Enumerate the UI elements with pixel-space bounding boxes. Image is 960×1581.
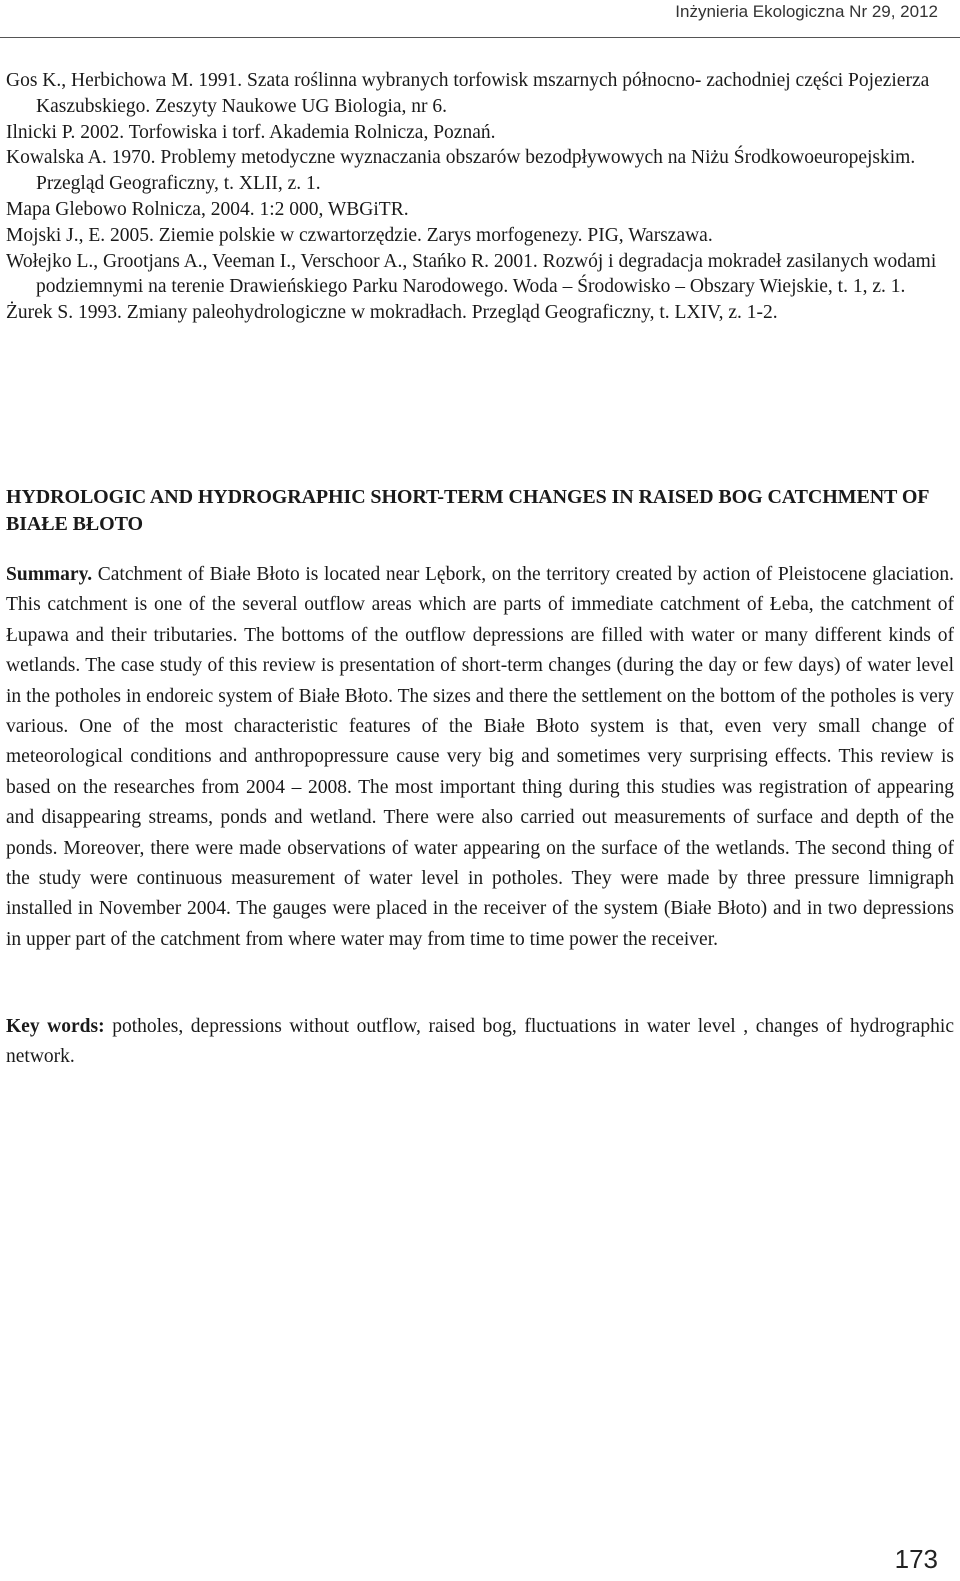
summary-label: Summary. (6, 564, 93, 585)
keywords-text: potholes, depressions without outflow, raised bog, fluctuations in water level , changes of hydrographic network. (6, 1016, 954, 1068)
header-rule (0, 37, 960, 38)
reference-item: Kowalska A. 1970. Problemy metodyczne wyznaczania obszarów bezodpływowych na Niżu Środkowoeuropejskim. Przegląd Geograficzny, t. XLII, z. 1. (6, 147, 916, 195)
reference-item: Mojski J., E. 2005. Ziemie polskie w czwartorzędzie. Zarys morfogenezy. PIG, Warszawa. (6, 224, 713, 246)
keywords-label: Key words: (6, 1016, 105, 1037)
journal-header: Inżynieria Ekologiczna Nr 29, 2012 (675, 2, 938, 21)
reference-item: Żurek S. 1993. Zmiany paleohydrologiczne w mokradłach. Przegląd Geograficzny, t. LXIV, z. 1-2. (6, 302, 778, 324)
summary-text: Catchment of Białe Błoto is located near Lębork, on the territory created by action of Pleistocene glaciation. This catchment is one of the several outflow areas which are parts of immediate catchment of Łeba, the catchment of Łupawa and their tributaries. The bottoms of the outflow depressions are filled with water or many different kinds of wetlands. The case study of this review is presentation of short-term changes (during the day or few days) of water level in the potholes in endoreic system of Białe Błoto. The sizes and there the settlement on the bottom of the potholes is very various. One of the most characteristic features of the Białe Błoto system is that, even very small change of meteorological conditions and anthropopressure cause very big and sometimes very surprising effects. This review is based on the researches from 2004 – 2008. The most important thing during this studies was registration of appearing and disappearing streams, ponds and wetland. There were also carried out measurements of surface and depth of the ponds. Moreover, there were made observations of water appearing on the surface of the wetlands. The second thing of the study were continuous measurement of water level in potholes. They were made by three pressure limnigraph installed in November 2004. The gauges were placed in the receiver of the system (Białe Błoto) and in two depressions in upper part of the catchment from where water may from time to time power the receiver. (6, 564, 955, 950)
reference-item: Gos K., Herbichowa M. 1991. Szata roślinna wybranych torfowisk mszarnych północno- zachodniej części Pojezierza Kaszubskiego. Zeszyty Naukowe UG Biologia, nr 6. (6, 70, 930, 117)
references-list (6, 68, 954, 326)
reference-item: Wołejko L., Grootjans A., Veeman I., Verschoor A., Stańko R. 2001. Rozwój i degradacja mokradeł zasilanych wodami podziemnymi na terenie Drawieńskiego Parku Narodowego. Woda – Środowisko – Obszary Wiejskie, t. 1, z. 1. (6, 250, 937, 298)
reference-item: Mapa Glebowo Rolnicza, 2004. 1:2 000, WBGiTR. (6, 198, 409, 220)
article-title: HYDROLOGIC AND HYDROGRAPHIC SHORT-TERM CHANGES IN RAISED BOG CATCHMENT OF BIAŁE BŁOTO (6, 486, 929, 535)
page-number: 173 (894, 1544, 938, 1574)
reference-item: Ilnicki P. 2002. Torfowiska i torf. Akademia Rolnicza, Poznań. (6, 121, 496, 143)
summary-paragraph (6, 560, 954, 955)
keywords-paragraph (6, 1012, 954, 1073)
